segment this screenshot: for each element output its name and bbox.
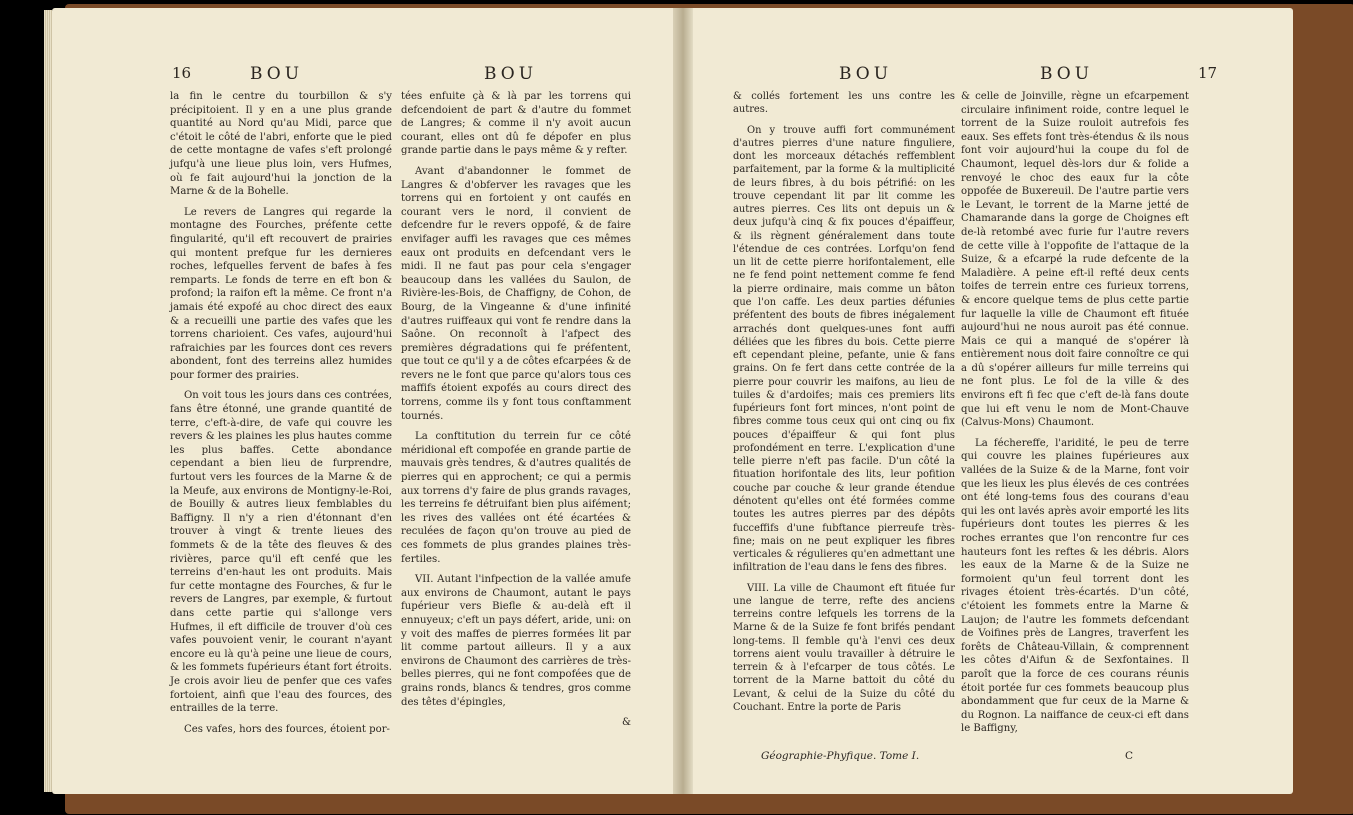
running-head: BOU	[250, 64, 304, 84]
right-page-column-1	[733, 90, 955, 721]
running-head: BOU	[839, 64, 893, 84]
page-number: 17	[1198, 64, 1218, 82]
running-head: BOU	[484, 64, 538, 84]
running-head: BOU	[1040, 64, 1094, 84]
right-page-header	[693, 64, 1293, 88]
right-page-column-2	[961, 90, 1189, 743]
left-page	[52, 8, 674, 794]
paragraph: & collés fortement les uns contre les autres.	[733, 91, 955, 116]
page-edges	[44, 10, 52, 792]
page-number: 16	[172, 64, 192, 82]
paragraph: La féchereffe, l'aridité, le peu de terre qui couvre les plaines fupérieures aux vallées de la Suize & de la Marne, font voir que les lieux les plus élevés de ces contrées ont été long-tems fous des courans d'eau qui les ont lavés après avoir emporté les lits fupérieurs dont toutes les pierres & les roches errantes que l'on rencontre fur ces hauteurs font les reftes & les débris. Alors les eaux de la Marne & de la Suize ne formoient qu'un feul torrent dont les rivages étoient très-écartés. D'un côté, c'étoient les fommets entre la Marne & Laujon; de l'autre les fommets defcendant de Voifines près de Langres, traverfent les forêts de Château-Villain, & comprennent les côtes d'Aifun & de Sexfontaines. Il paroît que la force de ces courans réunis étoit portée fur ces fommets beaucoup plus abondamment que fur ceux de la Marne & du Rognon. La naiffance de ceux-ci eft dans le Baffigny,	[961, 437, 1189, 735]
paragraph: On y trouve auffi fort communément d'autres pierres d'une nature finguliere, dont les morceaux détachés reffemblent parfaitement, par la forme & la multiplicité de leurs fibres, à du bois pétrifié: on les trouve cependant lit par lit comme les autres pierres. Ces lits ont depuis un & deux jufqu'à cinq & fix pouces d'épaiffeur, & ils règnent généralement dans toute l'étendue de ces contrées. Lorfqu'on fend un lit de cette pierre horifontalement, elle ne fe fend point nettement comme fe fend la pierre ordinaire, mais comme un bâton que l'on caffe. Les deux parties défunies préfentent des bouts de fibres inégalement arrachés dont quelques-unes font auffi déliées que les fibres du bois. Cette pierre eft cependant pleine, pefante, unie & fans grains. On fe fert dans cette contrée de la pierre pour couvrir les maifons, au lieu de tuiles & d'ardoifes; mais ces premiers lits fupérieurs font fort minces, n'ont point de fibres comme tous ceux qui ont cinq ou fix pouces d'épaiffeur & qui font plus profondément en terre. L'explication d'une telle pierre n'eft pas facile. D'un côté la fituation horifontale des lits, leur pofition couche par couche & leur grande étendue dénotent qu'elles ont été formées comme toutes les autres pierres par des dépôts fucceffifs d'une fubftance pierreufe très-fine; mais on ne peut expliquer les fibres verticales & régulieres qu'en admettant une infiltration de l'eau dans le fens des fibres.	[733, 124, 956, 574]
paragraph: VIII. La ville de Chaumont eft fituée fur une langue de terre, refte des anciens terreins contre lefquels les torrens de la Marne & de la Suize fe font brifés pendant long-tems. Il femble qu'à l'envi ces deux torrens aient voulu travailler à détruire le terrein & à l'efcarper de tous côtés. Le torrent de la Marne battoit du côté du Levant, & celui de la Suize du côté du Couchant. Entre la porte de Paris	[733, 582, 955, 713]
book-gutter	[673, 8, 693, 794]
paragraph: tées enfuite çà & là par les torrens qui defcendoient de part & d'autre du fommet de Langres; & comme il n'y avoit aucun courant, elles ont dû fe dépofer en plus grande partie dans le pays même & y refter.	[401, 91, 631, 157]
paragraph: La conftitution du terrein fur ce côté méridional eft compofée en grande partie de mauvais grès tendres, & d'autres qualités de pierres qui en approchent; ce qui a permis aux torrens d'y faire de plus grands ravages, les terreins fe détruifant bien plus aifément; les rives des vallées ont été écartées & reculées de façon qu'on trouve au pied de ces fommets de plus grandes plaines très-fertiles.	[401, 431, 631, 565]
signature-mark: C	[1125, 750, 1134, 762]
footer-title: Géographie-Phyfique. Tome I.	[761, 750, 920, 762]
catchword: &	[622, 717, 631, 729]
paragraph: VII. Autant l'infpection de la vallée amufe aux environs de Chaumont, autant le pays fupérieur vers Biefle & au-delà eft il ennuyeux; c'eft un pays défert, aride, uni: on y voit des maffes de pierres formées lit par lit comme partout ailleurs. Il y a aux environs de Chaumont des carrières de très-belles pierres, qui ne font compofées que de grains ronds, blancs & tendres, gros comme des têtes d'épingles,	[401, 574, 631, 708]
paragraph: & celle de Joinville, règne un efcarpement circulaire infiniment roide, contre lequel le torrent de la Suize rouloit autrefois fes eaux. Ses effets font très-étendus & ils nous font voir aujourd'hui la coupe du fol de Chaumont, lequel dès-lors dur & folide a renvoyé le choc des eaux fur la côte oppofée de Buxereuil. De l'autre partie vers le Levant, le torrent de la Marne jetté de Chamarande dans la gorge de Choignes eft de-là retombé avec furie fur l'autre revers de cette ville à l'oppofite de l'attaque de la Suize, & a efcarpé la rude defcente de la Maladière. A peine eft-il refté deux cents toifes de terrein entre ces furieux torrens, & encore quelque tems de plus cette partie fur laquelle la ville de Chaumont eft fituée aujourd'hui ne nous auroit pas été connue. Mais ce qui a manqué de s'opérer là entièrement nous doit faire connoître ce qui a dû s'opérer ailleurs fur mille terreins qui ne font plus. Le fol de la ville & des environs eft fi fec que c'eft de-là fans doute que lui eft venu le nom de Mont-Chauve (Calvus-Mons) Chaumont.	[961, 91, 1189, 429]
right-page	[693, 8, 1293, 794]
paragraph: Avant d'abandonner le fommet de Langres & d'obferver les ravages que les torrens qui en fortoient y ont caufés en courant vers le nord, il convient de defcendre fur le revers oppofé, & de faire envifager auffi les ravages que ces mêmes eaux ont produits en defcendant vers le midi. Il ne faut pas pour cela s'engager beaucoup dans les vallées du Saulon, de Rivière-les-Bois, de Chaffigny, de Cohon, de Bourg, de la Vingeanne & d'une infinité d'autres ruiffeaux qui vont fe rendre dans la Saône. On reconnoît à l'afpect des premières dégradations qui fe préfentent, que tout ce qu'il y a de côtes efcarpées & de revers ne le font que parce qu'alors tous ces maffifs étoient expofés au cours direct des torrens, comme ils y font tous conftamment tournés.	[401, 165, 631, 422]
left-page-header	[52, 64, 674, 88]
left-page-column-2	[401, 90, 631, 737]
left-page-column-1	[170, 90, 392, 743]
paragraph: Le revers de Langres qui regarde la montagne des Fourches, préfente cette fingularité, qu'il eft recouvert de prairies qui montent prefque fur les dernieres roches, lefquelles fervent de bafes à fes remparts. Le fonds de terre en eft bon & profond; la raifon eft la même. Ce front n'a jamais été expofé au choc direct des eaux & a recueilli une partie des vafes que les torrens charioient. Ces vafes, aujourd'hui rafraichies par les fources dont ces revers abondent, font des terreins allez humides pour former des prairies.	[170, 206, 392, 381]
paragraph: Ces vafes, hors des fources, étoient por-	[184, 723, 390, 735]
paragraph: la fin le centre du tourbillon & s'y précipitoient. Il y en a une plus grande quantité au Nord qu'au Midi, parce que c'étoit le côté de l'abri, enforte que le pied de cette montagne de vafes s'eft prolongé jufqu'à une lieue plus loin, vers Hufmes, où fe fait aujourd'hui la jonction de la Marne & de la Bohelle.	[170, 91, 392, 198]
paragraph: On voit tous les jours dans ces contrées, fans être étonné, une grande quantité de terre, c'eft-à-dire, de vafe qui couvre les revers & les plaines les plus hautes comme les plus baffes. Cette abondance cependant a bien lieu de furprendre, furtout vers les fources de la Marne & de la Meufe, aux environs de Montigny-le-Roi, de Bouilly & autres lieux femblables du Baffigny. Il n'y a rien d'étonnant d'en trouver à vingt & trente lieues des fommets & de la tête des fleuves & des rivières, parce qu'il eft cenfé que les terreins d'en-haut les ont produits. Mais fur cette montagne des Fourches, & fur le revers de Langres, par exemple, & furtout dans cette partie qui s'allonge vers Hufmes, il eft difficile de trouver d'où ces vafes pouvoient venir, le courant n'ayant encore eu là qu'à peine une lieue de cours, & les fommets fupérieurs étant fort étroits. Je crois avoir lieu de penfer que ces vafes fortoient, ainfi que l'eau des fources, des entrailles de la terre.	[170, 390, 392, 715]
